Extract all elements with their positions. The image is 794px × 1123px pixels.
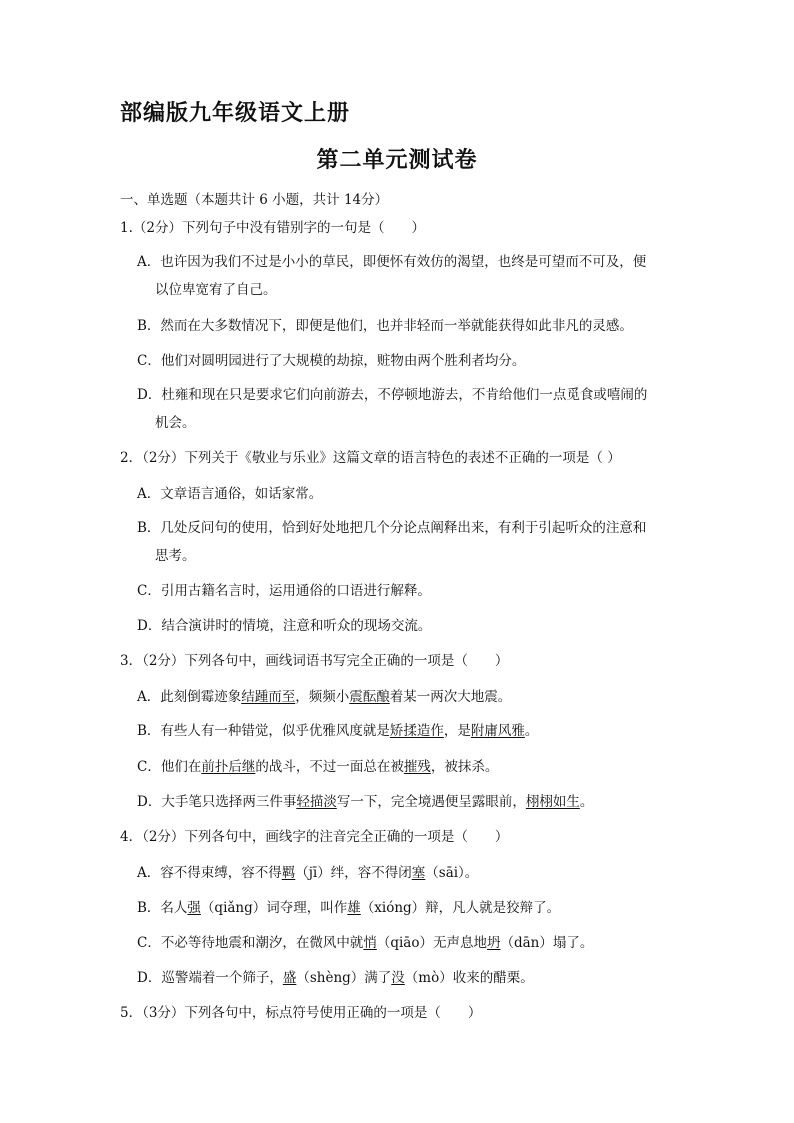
question-1-option-b: B．然而在大多数情况下，即便是他们，也并非轻而一举就能获得如此非凡的灵感。 [137, 318, 633, 334]
question-1-option-a-cont: 以位卑宽宥了自己。 [155, 282, 277, 298]
question-2-option-b: B．几处反问句的使用，恰到好处地把几个分论点阐释出来，有利于引起听众的注意和 [137, 520, 647, 536]
question-3-option-a: A．此刻倒霉迹象结踵而至，频频小震酝酿着某一两次大地震。 [137, 689, 512, 705]
question-1-option-a: A．也许因为我们不过是小小的草民，即便怀有效仿的渴望，也终是可望而不可及，便 [137, 254, 647, 270]
question-1-option-c: C．他们对圆明园进行了大规模的劫掠，赃物由两个胜利者均分。 [137, 353, 526, 369]
question-5-stem: 5．（3分）下列各句中，标点符号使用正确的一项是（ ） [120, 1005, 482, 1021]
question-4-option-b: B．名人强（qiǎng）词夺理，叫作雄（xióng）辩，凡人就是狡辩了。 [137, 900, 561, 916]
question-4-stem: 4．（2分）下列各句中，画线字的注音完全正确的一项是（ ） [120, 829, 509, 845]
question-4-option-d: D．巡警端着一个筛子，盛（shèng）满了没（mò）收来的醋栗。 [137, 970, 534, 986]
question-2-option-b-cont: 思考。 [155, 548, 196, 564]
question-2-stem: 2．（2分）下列关于《敬业与乐业》这篇文章的语言特色的表述不正确的一项是（ ） [120, 450, 621, 466]
question-3-option-d: D．大手笔只选择两三件事轻描淡写一下，完全境遇便呈露眼前，栩栩如生。 [137, 794, 594, 810]
question-4-option-c: C．不必等待地震和潮汐，在微风中就悄（qiāo）无声息地坍（dān）塌了。 [137, 935, 594, 951]
question-2-option-d: D．结合演讲时的情境，注意和听众的现场交流。 [137, 618, 432, 634]
question-1-option-d: D．杜雍和现在只是要求它们向前游去，不停顿地游去，不肯给他们一点觅食或嘻闹的 [137, 387, 648, 403]
question-4-option-a: A．容不得束缚，容不得羁（jī）绊，容不得闭塞（sāi）。 [137, 865, 479, 881]
section-heading: 一、单选题（本题共计 6 小题，共计 14分） [120, 192, 389, 208]
question-2-option-a: A．文章语言通俗，如话家常。 [137, 486, 323, 502]
question-1-stem: 1.（2分）下列句子中没有错别字的一句是（ ） [120, 220, 425, 236]
question-1-option-d-cont: 机会。 [155, 415, 196, 431]
question-2-option-c: C．引用古籍名言时，运用通俗的口语进行解释。 [137, 583, 431, 599]
question-3-option-c: C．他们在前扑后继的战斗，不过一面总在被摧残，被抹杀。 [137, 759, 499, 775]
document-subtitle: 第二单元测试卷 [316, 148, 478, 173]
document-title: 部编版九年级语文上册 [120, 101, 351, 126]
question-3-stem: 3．（2分）下列各句中，画线词语书写完全正确的一项是（ ） [120, 653, 509, 669]
question-3-option-b: B．有些人有一种错觉，似乎优雅风度就是矫揉造作，是附庸风雅。 [137, 723, 539, 739]
